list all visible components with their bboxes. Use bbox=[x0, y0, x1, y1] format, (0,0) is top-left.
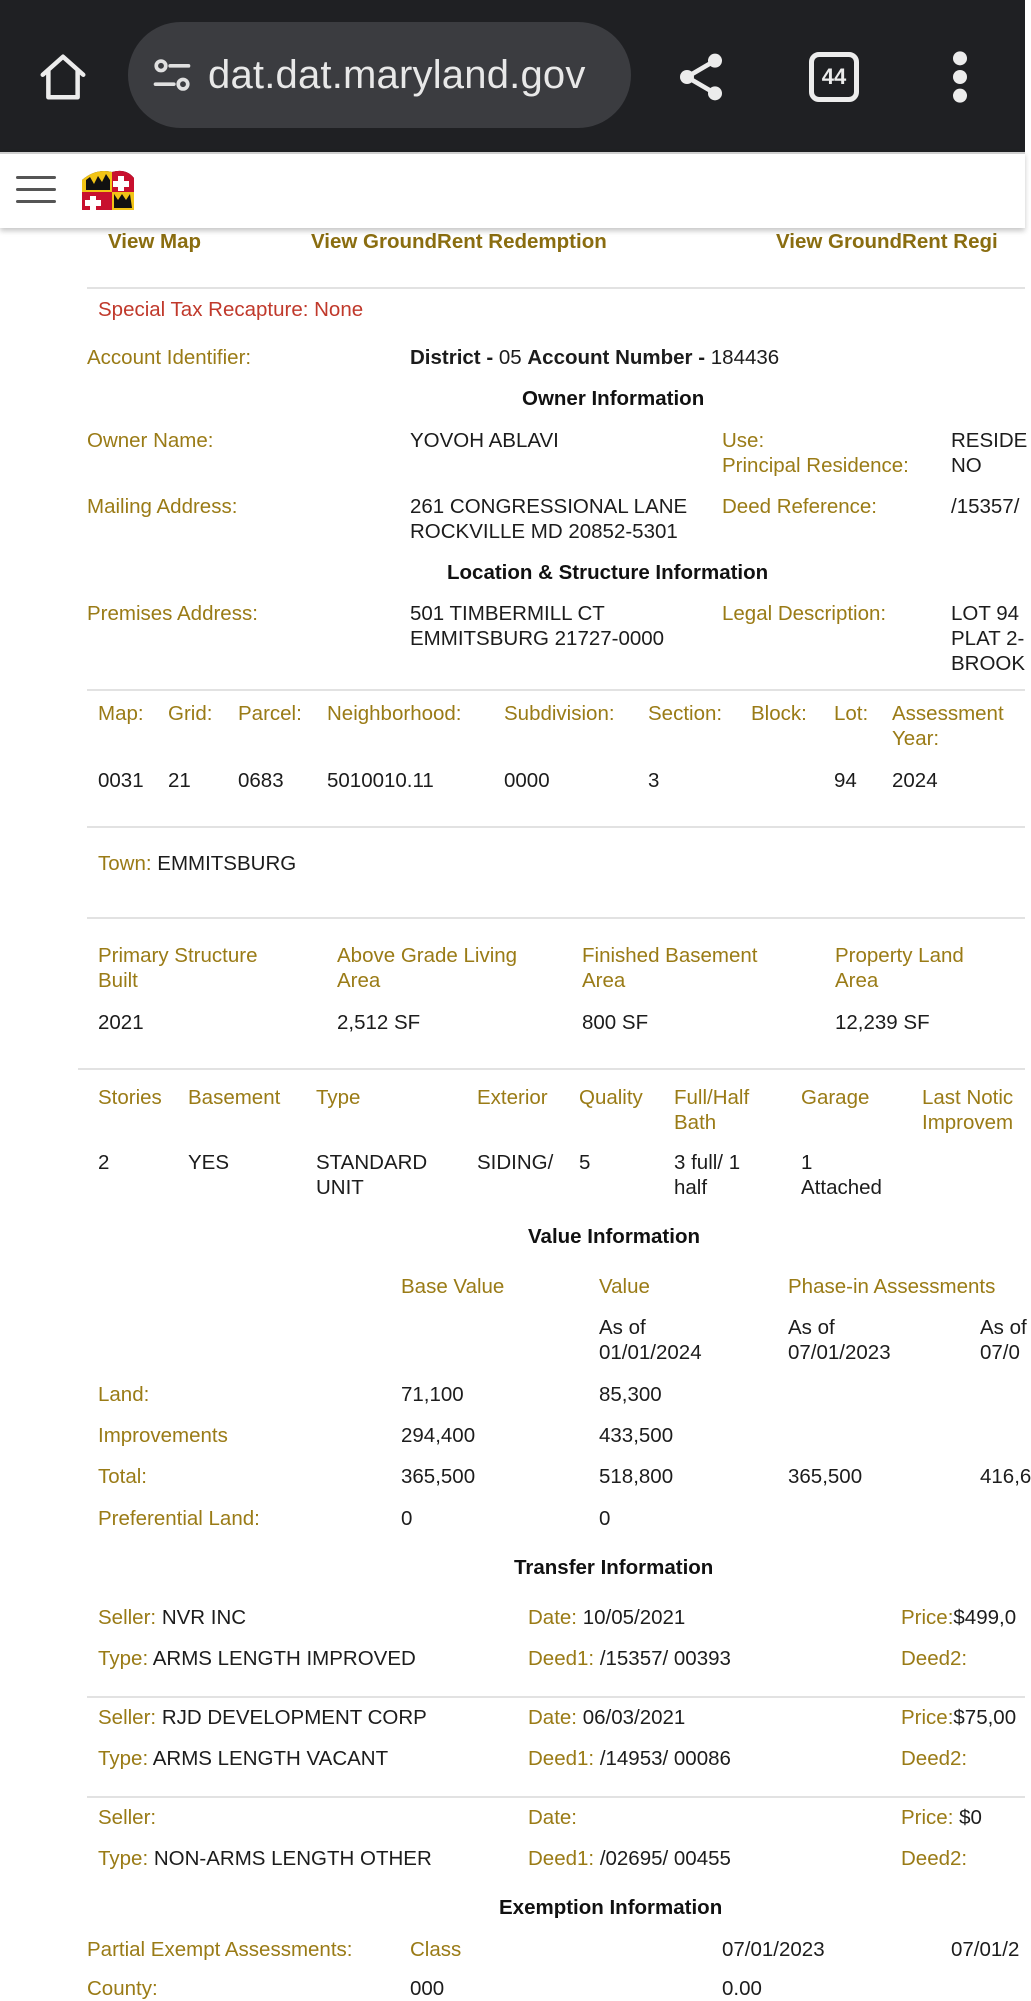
district-number: 05 bbox=[498, 346, 522, 369]
county-label: County: bbox=[87, 1977, 158, 2000]
total-phase2-value: 416,6 bbox=[980, 1465, 1031, 1488]
legal-description-line3: BROOK bbox=[951, 652, 1026, 675]
value-asof-label: As of bbox=[599, 1316, 646, 1339]
transfer-price: Price:$499,0 bbox=[901, 1606, 1017, 1629]
grid-value: 21 bbox=[168, 769, 191, 792]
transfer-seller: Seller: bbox=[98, 1806, 157, 1829]
land-label: Land: bbox=[98, 1383, 150, 1406]
town-label: Town: bbox=[98, 852, 152, 875]
total-label: Total: bbox=[98, 1465, 147, 1488]
last-notice-header-line2: Improvem bbox=[922, 1111, 1014, 1134]
finished-basement-header-line2: Area bbox=[582, 969, 626, 992]
total-value: 518,800 bbox=[599, 1465, 674, 1488]
use-label: Use: bbox=[722, 429, 765, 452]
transfer-seller: Seller: RJD DEVELOPMENT CORP bbox=[98, 1706, 427, 1729]
share-icon bbox=[673, 49, 729, 105]
partial-exempt-label: Partial Exempt Assessments: bbox=[87, 1938, 353, 1961]
base-value-header: Base Value bbox=[401, 1275, 505, 1298]
land-area-value: 12,239 SF bbox=[835, 1011, 930, 1034]
type-value-line1: STANDARD bbox=[316, 1151, 428, 1174]
neighborhood-value: 5010010.11 bbox=[327, 769, 434, 792]
deed-reference-value: /15357/ bbox=[951, 495, 1020, 518]
principal-residence-label: Principal Residence: bbox=[722, 454, 909, 477]
account-number: 184436 bbox=[710, 346, 780, 369]
grid-header: Grid: bbox=[168, 702, 213, 725]
legal-description-line1: LOT 94 bbox=[951, 602, 1019, 625]
transfer-deed2: Deed2: bbox=[901, 1747, 968, 1770]
use-value: RESIDE bbox=[951, 429, 1028, 452]
divider bbox=[87, 917, 1025, 919]
quality-header: Quality bbox=[579, 1086, 643, 1109]
stories-header: Stories bbox=[98, 1086, 162, 1109]
exterior-header: Exterior bbox=[477, 1086, 548, 1109]
transfer-type: Type: ARMS LENGTH VACANT bbox=[98, 1747, 389, 1770]
parcel-value: 0683 bbox=[238, 769, 284, 792]
exemption-information-heading: Exemption Information bbox=[499, 1896, 723, 1919]
premises-address-line2: EMMITSBURG 21727-0000 bbox=[410, 627, 665, 650]
home-icon bbox=[36, 50, 90, 104]
county-class: 000 bbox=[410, 1977, 445, 2000]
value-information-heading: Value Information bbox=[528, 1225, 700, 1248]
land-value: 85,300 bbox=[599, 1383, 662, 1406]
transfer-price: Price: $0 bbox=[901, 1806, 982, 1829]
bath-value-line2: half bbox=[674, 1176, 708, 1199]
home-button[interactable] bbox=[28, 42, 98, 112]
hamburger-icon[interactable] bbox=[16, 176, 56, 206]
town-row bbox=[98, 851, 296, 876]
assessment-year-header-line1: Assessment bbox=[892, 702, 1004, 725]
garage-value-line1: 1 bbox=[801, 1151, 813, 1174]
transfer-price: Price:$75,00 bbox=[901, 1706, 1017, 1729]
phase-in-header: Phase-in Assessments bbox=[788, 1275, 996, 1298]
address-bar[interactable] bbox=[128, 22, 631, 128]
transfer-date: Date: 10/05/2021 bbox=[528, 1606, 686, 1629]
view-groundrent-registration-link[interactable]: View GroundRent Regi bbox=[776, 230, 998, 253]
transfer-deed1: Deed1: /14953/ 00086 bbox=[528, 1747, 731, 1770]
site-header bbox=[0, 152, 1025, 228]
primary-structure-header-line2: Built bbox=[98, 969, 138, 992]
basement-header: Basement bbox=[188, 1086, 281, 1109]
subdivision-header: Subdivision: bbox=[504, 702, 615, 725]
total-base-value: 365,500 bbox=[401, 1465, 476, 1488]
divider bbox=[87, 689, 1025, 691]
parcel-header: Parcel: bbox=[238, 702, 302, 725]
deed-reference-label: Deed Reference: bbox=[722, 495, 877, 518]
owner-name-value: YOVOH ABLAVI bbox=[410, 429, 559, 452]
type-header: Type bbox=[316, 1086, 361, 1109]
browser-menu-button[interactable] bbox=[940, 42, 980, 112]
transfer-date: Date: 06/03/2021 bbox=[528, 1706, 686, 1729]
lot-header: Lot: bbox=[834, 702, 869, 725]
account-identifier-label: Account Identifier: bbox=[87, 346, 252, 369]
primary-structure-header-line1: Primary Structure bbox=[98, 944, 258, 967]
url-text[interactable]: dat.dat.maryland.gov bbox=[208, 52, 586, 97]
value-asof-date: 01/01/2024 bbox=[599, 1341, 702, 1364]
total-phase1-value: 365,500 bbox=[788, 1465, 863, 1488]
mailing-address-line2: ROCKVILLE MD 20852-5301 bbox=[410, 520, 678, 543]
lot-value: 94 bbox=[834, 769, 857, 792]
basement-value: YES bbox=[188, 1151, 230, 1174]
transfer-deed2: Deed2: bbox=[901, 1647, 968, 1670]
class-header: Class bbox=[410, 1938, 462, 1961]
divider bbox=[87, 1796, 1025, 1798]
section-header: Section: bbox=[648, 702, 723, 725]
phase2-asof-date: 07/0 bbox=[980, 1341, 1020, 1364]
legal-description-line2: PLAT 2- bbox=[951, 627, 1025, 650]
county-value: 0.00 bbox=[722, 1977, 762, 2000]
improvements-base-value: 294,400 bbox=[401, 1424, 476, 1447]
exemption-date2: 07/01/2 bbox=[951, 1938, 1020, 1961]
section-value: 3 bbox=[648, 769, 660, 792]
neighborhood-header: Neighborhood: bbox=[327, 702, 462, 725]
improvements-value: 433,500 bbox=[599, 1424, 674, 1447]
transfer-deed2: Deed2: bbox=[901, 1847, 968, 1870]
legal-description-label: Legal Description: bbox=[722, 602, 887, 625]
assessment-year-header-line2: Year: bbox=[892, 727, 940, 750]
subdivision-value: 0000 bbox=[504, 769, 550, 792]
improvements-label: Improvements bbox=[98, 1424, 228, 1447]
living-area-value: 2,512 SF bbox=[337, 1011, 421, 1034]
phase1-asof-label: As of bbox=[788, 1316, 835, 1339]
finished-basement-header-line1: Finished Basement bbox=[582, 944, 758, 967]
tab-switcher-button[interactable] bbox=[800, 44, 868, 110]
divider bbox=[87, 287, 1025, 289]
transfer-information-heading: Transfer Information bbox=[514, 1556, 714, 1579]
transfer-date: Date: bbox=[528, 1806, 577, 1829]
site-settings-icon[interactable] bbox=[150, 53, 194, 97]
owner-name-label: Owner Name: bbox=[87, 429, 214, 452]
view-groundrent-redemption-link[interactable]: View GroundRent Redemption bbox=[311, 230, 607, 253]
garage-value-line2: Attached bbox=[801, 1176, 882, 1199]
exterior-value: SIDING/ bbox=[477, 1151, 554, 1174]
browser-toolbar bbox=[0, 0, 1025, 152]
above-grade-header-line2: Area bbox=[337, 969, 381, 992]
block-header: Block: bbox=[751, 702, 807, 725]
divider bbox=[87, 1696, 1025, 1698]
more-vert-icon bbox=[950, 49, 970, 105]
view-map-link[interactable]: View Map bbox=[108, 230, 202, 253]
tab-switcher-icon bbox=[809, 52, 859, 102]
transfer-deed1: Deed1: /15357/ 00393 bbox=[528, 1647, 731, 1670]
garage-header: Garage bbox=[801, 1086, 870, 1109]
mailing-address-line1: 261 CONGRESSIONAL LANE bbox=[410, 495, 688, 518]
preferential-land-value: 0 bbox=[599, 1507, 611, 1530]
share-button[interactable] bbox=[666, 42, 736, 112]
preferential-land-base-value: 0 bbox=[401, 1507, 413, 1530]
map-header: Map: bbox=[98, 702, 144, 725]
quality-value: 5 bbox=[579, 1151, 591, 1174]
divider bbox=[78, 1068, 1025, 1070]
maryland-flag-logo[interactable] bbox=[78, 168, 138, 214]
special-tax-recapture: Special Tax Recapture: None bbox=[98, 298, 364, 321]
map-value: 0031 bbox=[98, 769, 144, 792]
exemption-date1: 07/01/2023 bbox=[722, 1938, 825, 1961]
above-grade-header-line1: Above Grade Living bbox=[337, 944, 518, 967]
property-land-header-line2: Area bbox=[835, 969, 879, 992]
transfer-type: Type: NON-ARMS LENGTH OTHER bbox=[98, 1847, 432, 1870]
divider bbox=[87, 826, 1025, 828]
account-identifier-value: District - 05 Account Number - 184436 bbox=[410, 346, 780, 369]
type-value-line2: UNIT bbox=[316, 1176, 364, 1199]
land-base-value: 71,100 bbox=[401, 1383, 464, 1406]
transfer-type: Type: ARMS LENGTH IMPROVED bbox=[98, 1647, 416, 1670]
phase2-asof-label: As of bbox=[980, 1316, 1027, 1339]
assessment-year-value: 2024 bbox=[892, 769, 938, 792]
phase1-asof-date: 07/01/2023 bbox=[788, 1341, 891, 1364]
bath-header-line1: Full/Half bbox=[674, 1086, 750, 1109]
principal-residence-value: NO bbox=[951, 454, 982, 477]
property-land-header-line1: Property Land bbox=[835, 944, 964, 967]
value-header: Value bbox=[599, 1275, 650, 1298]
location-structure-heading: Location & Structure Information bbox=[447, 561, 769, 584]
bath-value-line1: 3 full/ 1 bbox=[674, 1151, 741, 1174]
basement-area-value: 800 SF bbox=[582, 1011, 649, 1034]
stories-value: 2 bbox=[98, 1151, 110, 1174]
town-value: EMMITSBURG bbox=[157, 852, 297, 875]
year-built-value: 2021 bbox=[98, 1011, 144, 1034]
mailing-address-label: Mailing Address: bbox=[87, 495, 238, 518]
premises-address-line1: 501 TIMBERMILL CT bbox=[410, 602, 605, 625]
last-notice-header-line1: Last Notic bbox=[922, 1086, 1014, 1109]
premises-address-label: Premises Address: bbox=[87, 602, 258, 625]
tab-count: 44 bbox=[821, 64, 847, 89]
bath-header-line2: Bath bbox=[674, 1111, 717, 1134]
owner-information-heading: Owner Information bbox=[522, 387, 705, 410]
preferential-land-label: Preferential Land: bbox=[98, 1507, 260, 1530]
transfer-seller: Seller: NVR INC bbox=[98, 1606, 247, 1629]
transfer-deed1: Deed1: /02695/ 00455 bbox=[528, 1847, 731, 1870]
